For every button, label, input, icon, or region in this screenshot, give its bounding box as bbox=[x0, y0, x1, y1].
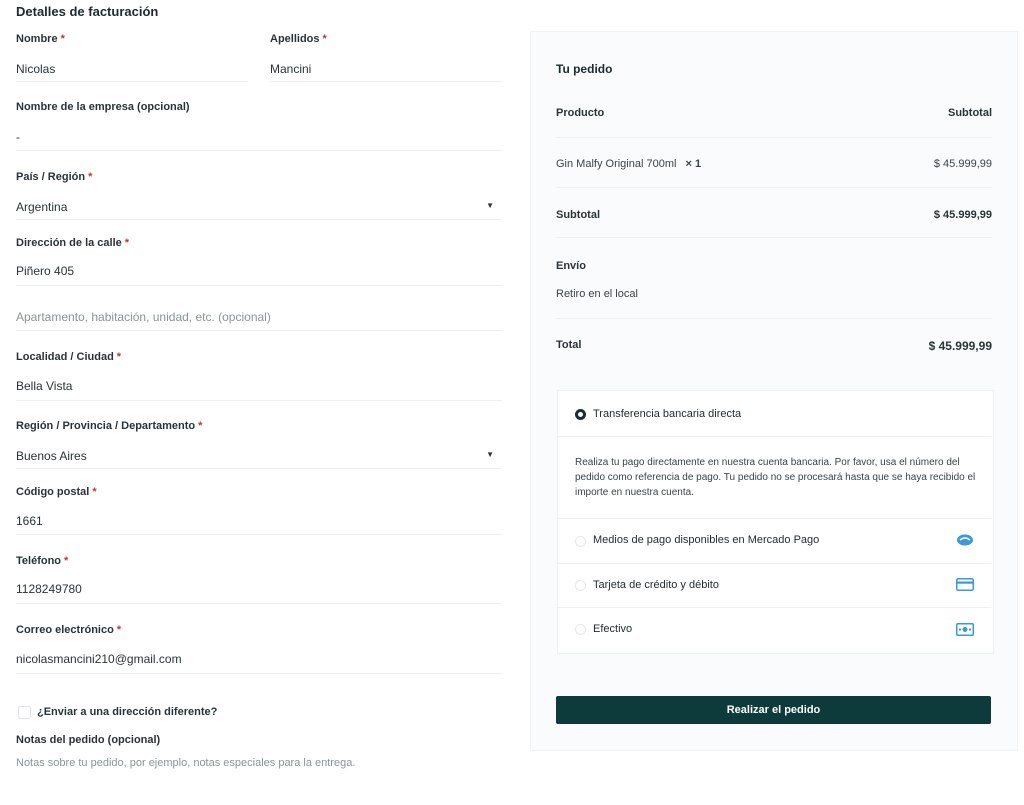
phone-underline bbox=[16, 603, 502, 604]
last-name-label: Apellidos * bbox=[270, 33, 327, 45]
bank-transfer-radio[interactable] bbox=[575, 409, 586, 420]
cash-radio[interactable] bbox=[575, 624, 586, 635]
country-value: Argentina bbox=[16, 200, 68, 214]
subtotal-column-header: Subtotal bbox=[948, 107, 992, 119]
email-field[interactable]: nicolasmancini210@gmail.com bbox=[16, 652, 182, 666]
city-underline bbox=[16, 400, 502, 401]
desc-divider bbox=[558, 518, 991, 519]
postcode-field[interactable]: 1661 bbox=[16, 514, 43, 528]
state-value: Buenos Aires bbox=[16, 449, 87, 463]
first-name-label: Nombre * bbox=[16, 33, 65, 45]
order-item bbox=[556, 158, 701, 170]
ship-different-checkbox[interactable] bbox=[18, 706, 31, 719]
chevron-down-icon: ▼ bbox=[486, 450, 494, 459]
state-select[interactable] bbox=[16, 447, 498, 463]
street-field[interactable]: Piñero 405 bbox=[16, 264, 75, 278]
country-underline bbox=[16, 219, 502, 220]
cash-icon bbox=[956, 623, 974, 641]
payment-methods bbox=[557, 390, 994, 654]
country-label: País / Región * bbox=[16, 171, 93, 183]
postcode-label: Código postal * bbox=[16, 486, 97, 498]
subtotal-label: Subtotal bbox=[556, 209, 600, 221]
item-name: Gin Malfy Original 700ml bbox=[556, 158, 677, 170]
bank-divider bbox=[558, 436, 991, 437]
header-divider bbox=[556, 137, 992, 138]
order-notes-label: Notas del pedido (opcional) bbox=[16, 734, 161, 746]
billing-title: Detalles de facturación bbox=[16, 4, 159, 19]
bank-transfer-label[interactable]: Transferencia bancaria directa bbox=[593, 408, 742, 420]
item-quantity: × 1 bbox=[685, 158, 702, 170]
mp-divider bbox=[558, 563, 991, 564]
email-label: Correo electrónico * bbox=[16, 624, 122, 636]
mercado-pago-label[interactable]: Medios de pago disponibles en Mercado Pago bbox=[593, 534, 820, 546]
street-label: Dirección de la calle * bbox=[16, 237, 130, 249]
city-label: Localidad / Ciudad * bbox=[16, 351, 122, 363]
apartment-field[interactable]: Apartamento, habitación, unidad, etc. (opcional) bbox=[16, 310, 271, 324]
mercado-pago-icon bbox=[956, 533, 974, 551]
order-notes-field[interactable]: Notas sobre tu pedido, por ejemplo, notas especiales para la entrega. bbox=[16, 757, 356, 769]
item-price: $ 45.999,99 bbox=[933, 158, 992, 170]
subtotal-value: $ 45.999,99 bbox=[933, 209, 992, 221]
shipping-value: Retiro en el local bbox=[556, 288, 638, 300]
order-title: Tu pedido bbox=[556, 62, 613, 76]
email-underline bbox=[16, 673, 502, 674]
first-name-underline bbox=[16, 81, 248, 82]
phone-field[interactable]: 1128249780 bbox=[16, 582, 82, 596]
subtotal-divider bbox=[556, 237, 992, 238]
city-field[interactable]: Bella Vista bbox=[16, 379, 73, 393]
card-radio[interactable] bbox=[575, 580, 586, 591]
total-value: $ 45.999,99 bbox=[928, 339, 992, 353]
product-column-header: Producto bbox=[556, 107, 605, 119]
card-divider bbox=[558, 607, 991, 608]
state-label: Región / Provincia / Departamento * bbox=[16, 420, 203, 432]
shipping-label: Envío bbox=[556, 260, 586, 272]
phone-label: Teléfono * bbox=[16, 555, 69, 567]
postcode-underline bbox=[16, 534, 502, 535]
item-divider bbox=[556, 187, 992, 188]
bank-transfer-description: Realiza tu pago directamente en nuestra cuenta bancaria. Por favor, usa el número del pedido como referencia de pago. Tu pedido no se procesará hasta que se haya recibido el importe en nuestra cuenta. bbox=[575, 457, 976, 498]
apartment-underline bbox=[16, 330, 502, 331]
street-underline bbox=[16, 285, 502, 286]
company-underline bbox=[16, 150, 502, 151]
last-name-field[interactable]: Mancini bbox=[270, 62, 312, 76]
last-name-underline bbox=[270, 81, 502, 82]
country-select[interactable] bbox=[16, 198, 498, 214]
credit-card-icon bbox=[956, 578, 974, 596]
shipping-divider bbox=[556, 318, 992, 319]
ship-different-label[interactable]: ¿Enviar a una dirección diferente? bbox=[37, 706, 218, 718]
place-order-button[interactable]: Realizar el pedido bbox=[556, 696, 991, 724]
company-field[interactable]: - bbox=[16, 130, 20, 144]
first-name-field[interactable]: Nicolas bbox=[16, 62, 56, 76]
chevron-down-icon: ▼ bbox=[486, 201, 494, 210]
mercado-pago-radio[interactable] bbox=[575, 536, 586, 547]
total-label: Total bbox=[556, 339, 582, 351]
company-label: Nombre de la empresa (opcional) bbox=[16, 101, 190, 113]
card-label[interactable]: Tarjeta de crédito y débito bbox=[593, 579, 719, 591]
cash-label[interactable]: Efectivo bbox=[593, 623, 633, 635]
state-underline bbox=[16, 468, 502, 469]
